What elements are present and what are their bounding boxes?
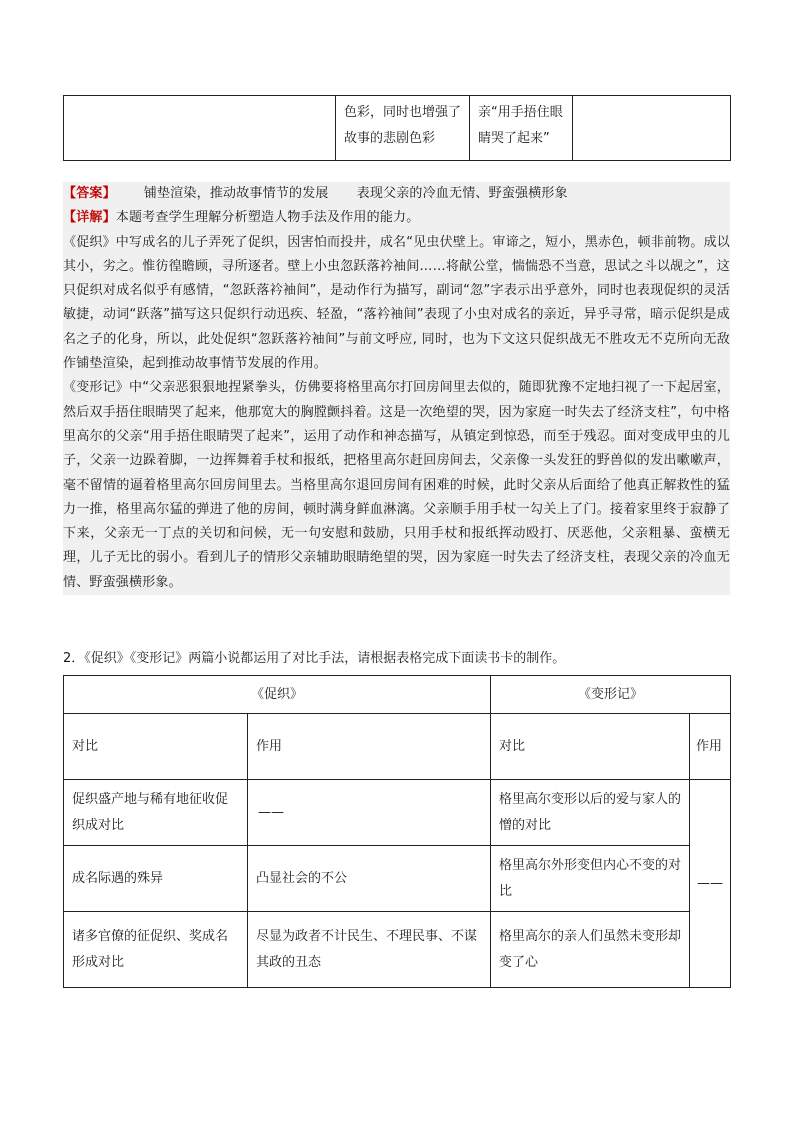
detail-paragraph-2: 《变形记》中“父亲恶狠狠地捏紧拳头，仿佛要将格里高尔打回房间里去似的，随即犹豫不定地扫视了一下起居室，然后双手捂住眼睛哭了起来，他那宽大的胸膛颤抖着。这是一次绝望的哭，因为家庭一时失去了经济支柱”，句中格里高尔的父亲“用手捂住眼睛哭了起来”，运用了动作和神态描写，从镇定到惊恐，而至于残忍。面对变成甲虫的儿子，父亲一边跺着脚，一边挥舞着手杖和报纸，把格里高尔赶回房间去，父亲像一头发狂的野兽似的发出嗽嗽声，毫不留情的逼着格里高尔回房间里去。当格里高尔退回房间有困难的时候，此时父亲从后面给了他真正解救性的猛力一推，格里高尔猛的弹进了他的房间，顿时满身鲜血淋漓。父亲顺手用手杖一勾关上了门。接着家里终于寂静了下来，父亲无一丁点的关切和问候，无一句安慰和鼓励，只用手杖和报纸挥动殴打、厌恶他，父亲粗暴、蛮横无理，儿子无比的弱小。看到儿子的情形父亲辅助眼睛绝望的哭，因为家庭一时失去了经济支柱，表现父亲的冷血无情、野蛮强横形象。	[63, 380, 730, 590]
top-cell-effect: 色彩，同时也增强了故事的悲剧色彩	[336, 96, 470, 161]
answer-line	[63, 182, 730, 206]
row3-contrast-left: 诸多官僚的征促织、奖成名形成对比	[64, 912, 248, 988]
row1-contrast-right: 格里高尔变形以后的爱与家人的憎的对比	[491, 780, 690, 846]
row2-contrast-left: 成名际遇的殊异	[64, 846, 248, 912]
header-cuzhi: 《促织》	[64, 676, 491, 714]
table-row	[64, 912, 731, 988]
answer-label: 【答案】	[63, 186, 116, 201]
answer-block	[63, 182, 730, 595]
detail-line	[63, 206, 730, 230]
question-2: 2．《促织》《变形记》两篇小说都运用了对比手法，请根据表格完成下面读书卡的制作。	[63, 651, 566, 666]
comparison-table	[63, 675, 731, 988]
subheader-effect-left: 作用	[248, 714, 491, 780]
top-cell-empty-2	[573, 96, 731, 161]
continuation-table	[63, 95, 731, 161]
row3-contrast-right: 格里高尔的亲人们虽然未变形却变了心	[491, 912, 690, 988]
top-cell-empty-1	[64, 96, 336, 161]
table-row	[64, 846, 731, 912]
detail-intro: 本题考查学生理解分析塑造人物手法及作用的能力。	[115, 210, 420, 226]
subheader-effect-right: 作用	[690, 714, 731, 780]
row3-effect-left: 尽显为政者不计民生、不理民事、不谋其政的丑态	[248, 912, 491, 988]
answer-part2: 表现父亲的冷血无情、野蛮强横形象	[356, 186, 568, 201]
row1-effect-left: ——	[248, 780, 491, 846]
subheader-contrast-right: 对比	[491, 714, 690, 780]
table-row	[64, 780, 731, 846]
top-cell-quote: 亲“用手捂住眼睛哭了起来”	[470, 96, 573, 161]
row2-contrast-right: 格里高尔外形变但内心不变的对比	[491, 846, 690, 912]
detail-paragraph-1: 《促织》中写成名的儿子弄死了促织，因害怕而投井，成名“见虫伏壁上。审谛之，短小，黑赤色，顿非前物。成以其小，劣之。惟彷徨瞻顾，寻所逐者。壁上小虫忽跃落衿袖间……将献公堂，惴惴恐不当意，思试之斗以觇之”，这只促织对成名似乎有感情，“忽跃落衿袖间”，是动作行为描写，副词“忽”字表示出乎意外，同时也表现促织的灵活敏捷，动词“跃落”描写这只促织行动迅疾、轻盈，“落衿袖间”表现了小虫对成名的亲近，异乎寻常，暗示促织是成名之子的化身，所以，此处促织“忽跃落衿袖间”与前文呼应, 同时，也为下文这只促织战无不胜攻无不克所向无敌作铺垫渲染，起到推动故事情节发展的作用。	[63, 234, 730, 372]
row1-contrast-left: 促织盛产地与稀有地征收促织成对比	[64, 780, 248, 846]
row2-effect-left: 凸显社会的不公	[248, 846, 491, 912]
merged-effect-right: ——	[690, 780, 731, 988]
detail-label: 【详解】	[63, 210, 116, 226]
answer-part1: 铺垫渲染，推动故事情节的发展	[143, 186, 329, 201]
header-bianxingji: 《变形记》	[491, 676, 731, 714]
subheader-contrast-left: 对比	[64, 714, 248, 780]
